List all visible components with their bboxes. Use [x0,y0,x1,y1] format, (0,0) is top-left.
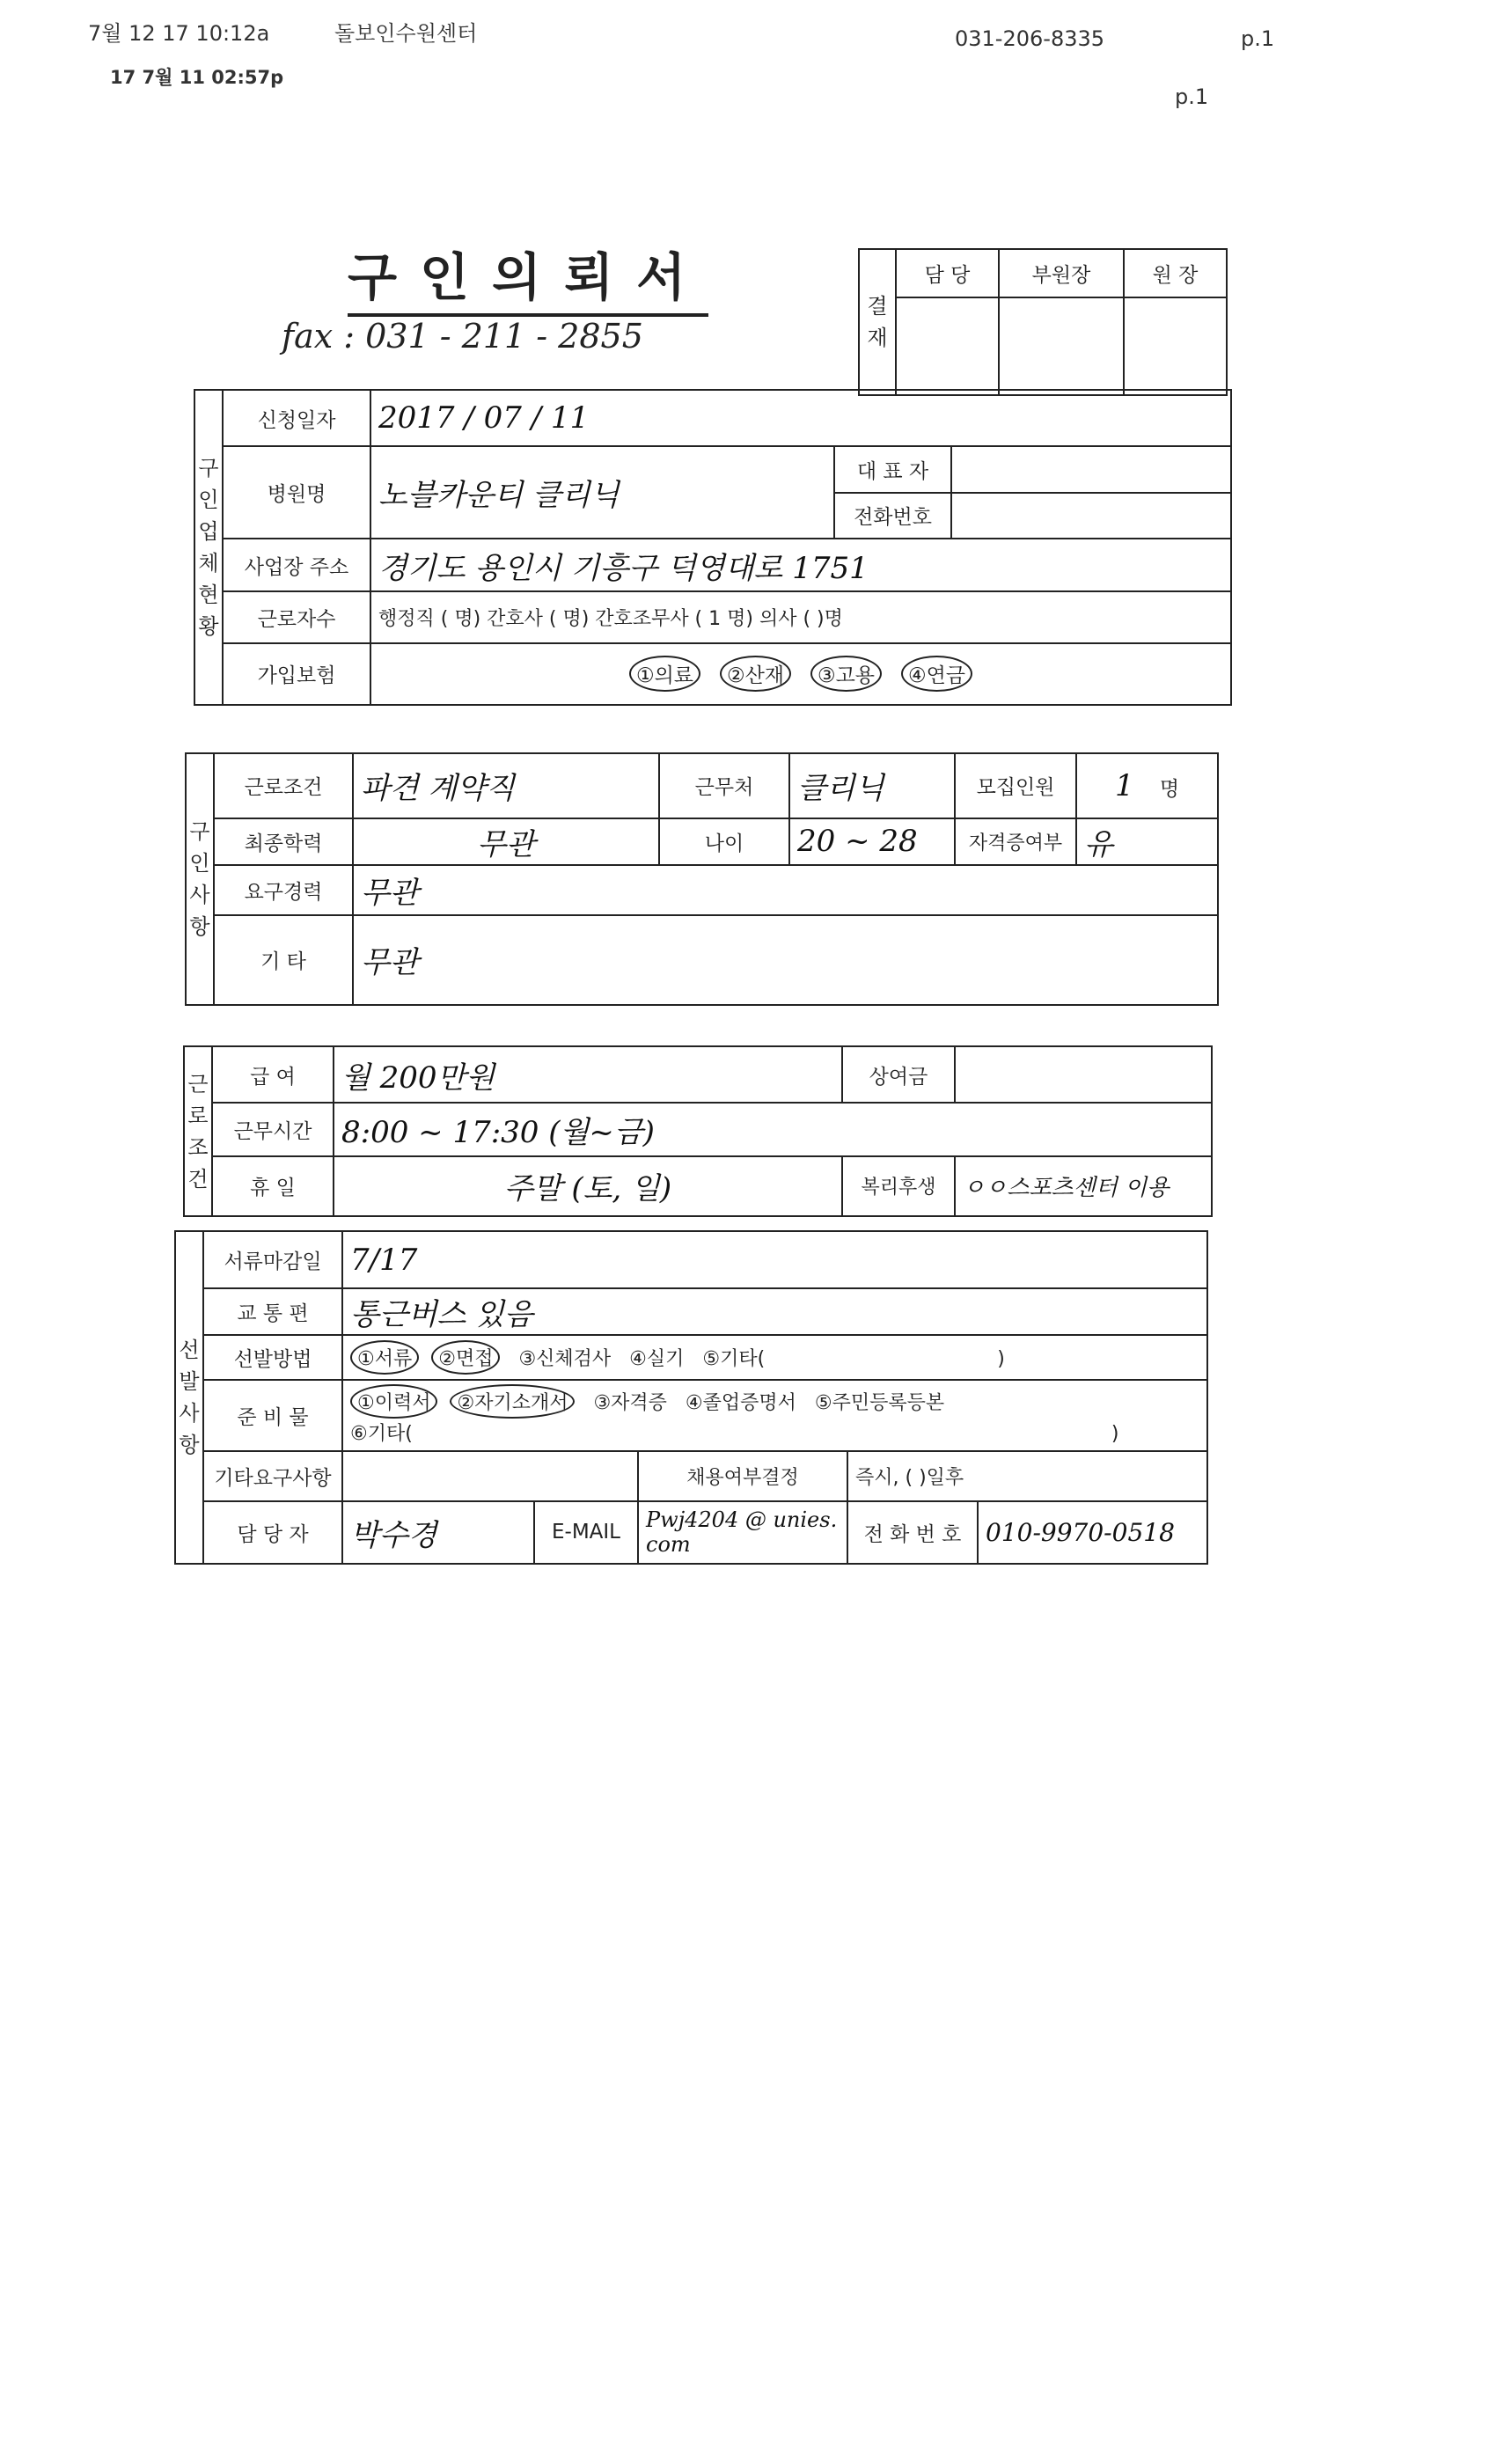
selection-section-label: 선발사항 [175,1231,203,1564]
bonus-label: 상여금 [842,1046,955,1103]
hire-value: 즉시, ( )일후 [847,1451,1207,1501]
hospital-label: 병원명 [223,446,370,539]
method-other-close: ) [997,1347,1005,1370]
fax-header-page: p.1 [1241,26,1275,51]
work-section [183,1045,1213,1217]
deadline-value: 7/17 [342,1231,1207,1288]
approval-sign-vice [999,297,1124,395]
workplace-value: 클리닉 [789,753,955,818]
docs-resident-reg: ⑤주민등록등본 [814,1392,945,1415]
welfare-value: ㅇㅇ스포츠센터 이용 [955,1156,1212,1216]
work-section-label: 근로조건 [184,1046,212,1216]
fax-header-datetime-2: 17 7월 11 02:57p [110,67,284,88]
license-label: 자격증여부 [955,818,1076,865]
approval-col-vice: 부원장 [999,249,1124,297]
docs-resume: ①이력서 [350,1384,437,1419]
tel-label: 전 화 번 호 [847,1501,978,1564]
age-label: 나이 [659,818,789,865]
docs-options [342,1380,1207,1451]
method-options [342,1335,1207,1380]
docs-other: ⑥기타( [350,1423,413,1446]
education-label: 최종학력 [214,818,353,865]
age-value: 20 ~ 28 [789,818,955,865]
method-practical: ④실기 [629,1347,685,1370]
approval-box [858,248,1228,396]
holiday-label: 휴 일 [212,1156,334,1216]
fax-header-page-2: p.1 [1175,84,1209,109]
email-label: E-MAIL [534,1501,638,1564]
ceo-value [951,446,1231,492]
method-interview: ②면접 [431,1340,500,1375]
license-value: 유 [1076,818,1218,865]
insurance-employment: ③고용 [810,656,882,692]
career-value: 무관 [353,865,1218,915]
docs-license: ③자격증 [593,1392,667,1415]
fax-header-phone: 031-206-8335 [955,26,1105,51]
company-section-label: 구인업체현황 [194,390,223,705]
method-physical: ③신체검사 [518,1347,612,1370]
approval-side-label: 결재 [859,249,896,395]
docs-self-intro: ②자기소개서 [450,1384,575,1419]
other-req-value [342,1451,638,1501]
deadline-label: 서류마감일 [203,1231,342,1288]
tel-value: 010-9970-0518 [978,1501,1207,1564]
insurance-medical: ①의료 [629,656,700,692]
condition-label: 근로조건 [214,753,353,818]
manager-value: 박수경 [342,1501,534,1564]
other-req-label: 기타요구사항 [203,1451,342,1501]
career-label: 요구경력 [214,865,353,915]
page-title: 구인의뢰서 [348,236,708,317]
manager-label: 담 당 자 [203,1501,342,1564]
workers-label: 근로자수 [223,591,370,642]
hospital-value: 노블카운티 클리닉 [370,446,834,539]
salary-value: 월 200만원 [334,1046,842,1103]
apply-date-value: 2017 / 07 / 11 [370,390,1231,446]
docs-other-close: ) [1111,1423,1119,1446]
selection-section [174,1230,1208,1565]
salary-label: 급 여 [212,1046,334,1103]
company-section [194,389,1232,706]
docs-label: 준 비 물 [203,1380,342,1451]
recruit-section [185,752,1219,1006]
transport-label: 교 통 편 [203,1288,342,1335]
hire-label: 채용여부결정 [638,1451,847,1501]
workplace-label: 근무처 [659,753,789,818]
etc-label: 기 타 [214,915,353,1005]
address-label: 사업장 주소 [223,539,370,591]
etc-value: 무관 [353,915,1218,1005]
welfare-label: 복리후생 [842,1156,955,1216]
headcount-label: 모집인원 [955,753,1076,818]
fax-header-sender: 돌보인수원센터 [334,21,478,46]
phone-label: 전화번호 [834,493,951,539]
condition-value: 파견 계약직 [353,753,659,818]
address-value: 경기도 용인시 기흥구 덕영대로 1751 [370,539,1231,591]
headcount-value: 1 [1114,767,1134,803]
approval-sign-director [1124,297,1227,395]
transport-value: 통근버스 있음 [342,1288,1207,1335]
holiday-value: 주말 (토, 일) [334,1156,842,1216]
method-label: 선발방법 [203,1335,342,1380]
phone-value [951,493,1231,539]
headcount-unit: 명 [1159,777,1180,801]
insurance-pension: ④연금 [901,656,972,692]
insurance-label: 가입보험 [223,643,370,705]
fax-header-datetime: 7월 12 17 10:12a [88,21,270,46]
approval-sign-staff [896,297,999,395]
ceo-label: 대 표 자 [834,446,951,492]
hours-label: 근무시간 [212,1103,334,1155]
insurance-industrial: ②산재 [720,656,791,692]
hours-value: 8:00 ~ 17:30 (월~금) [334,1103,1212,1155]
method-documents: ①서류 [350,1340,419,1375]
insurance-options [370,643,1231,705]
email-value: Pwj4204 @ unies. com [638,1501,847,1564]
fax-number: fax : 031 - 211 - 2855 [282,317,643,356]
method-other: ⑤기타( [702,1347,766,1370]
approval-col-staff: 담 당 [896,249,999,297]
recruit-section-label: 구인사항 [186,753,214,1005]
headcount-cell [1076,753,1218,818]
apply-date-label: 신청일자 [223,390,370,446]
education-value: 무관 [353,818,659,865]
docs-graduation: ④졸업증명서 [685,1392,796,1415]
workers-value: 행정직 ( 명) 간호사 ( 명) 간호조무사 ( 1 명) 의사 ( )명 [370,591,1231,642]
approval-col-director: 원 장 [1124,249,1227,297]
bonus-value [955,1046,1212,1103]
